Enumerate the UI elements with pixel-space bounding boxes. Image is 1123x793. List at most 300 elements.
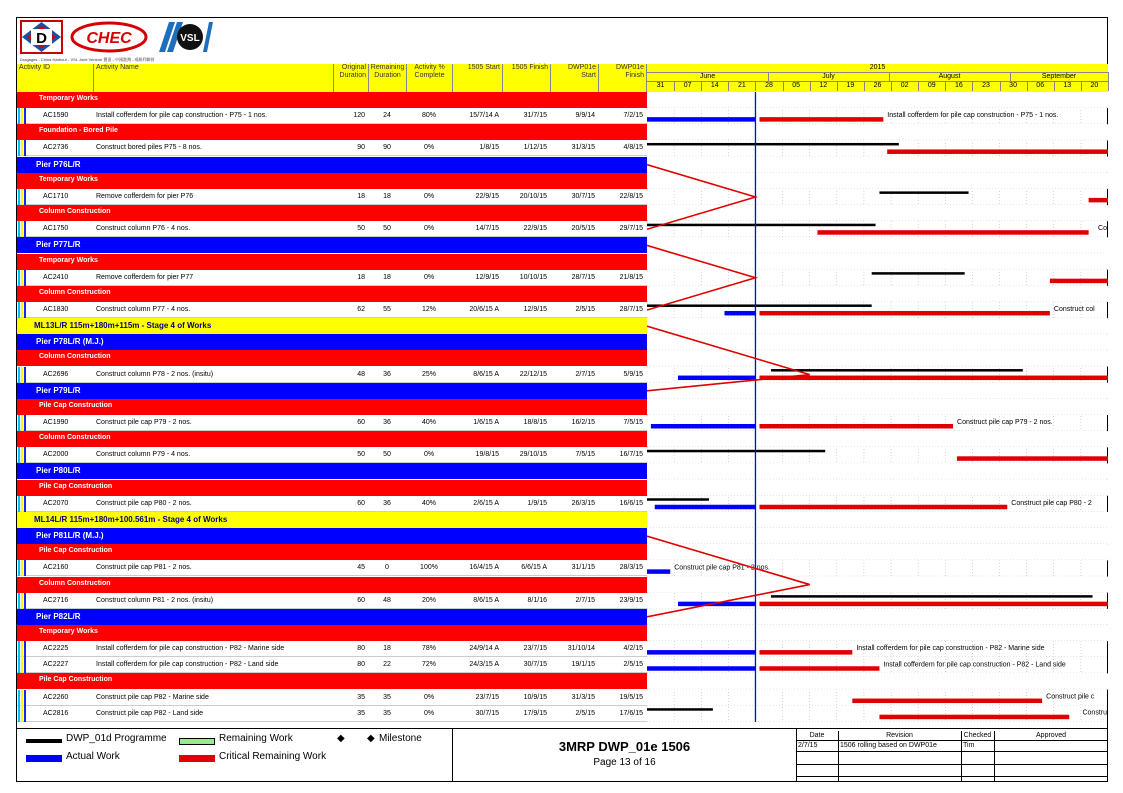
gantt-band-row [647,334,1108,350]
cell-f: 12/9/15 [523,305,547,313]
bar-label: Install cofferdem for pile cap construction - P75 - 1 nos. [887,112,1059,120]
wbs-stripe [21,447,23,463]
category-band [17,480,647,496]
cell-name: Construct column P76 - 4 nos. [96,225,191,233]
cell-df: 2/5/15 [623,661,643,669]
gantt-band-row [647,383,1108,399]
cell-rd: 36 [383,419,391,426]
wbs-stripe [21,690,23,706]
critical-bar [759,666,879,671]
wbs-stripe [24,690,26,706]
page-number: Page 13 of 16 [593,757,656,768]
cell-pct: 20% [421,596,436,604]
baseline-bar [647,498,709,501]
activity-row[interactable] [17,560,647,576]
band-label: Column Construction [39,288,111,296]
cell-ds: 20/5/15 [571,225,595,233]
wbs-stripe [18,447,20,463]
cell-ds: 7/5/15 [575,451,595,459]
timescale-week: 02 [891,81,919,91]
cell-ds: 9/9/14 [575,112,595,120]
header-original-duration: Original Duration [334,64,369,92]
timescale-month: August [889,72,1011,82]
gantt-band-row [647,173,1108,189]
wbs-stripe [18,302,20,318]
cell-df: 22/8/15 [619,192,643,200]
cell-pct: 0% [423,451,435,459]
cell-pct: 40% [421,419,436,426]
wbs-stripe [21,641,23,657]
cell-rd: 18 [383,192,391,200]
band-label: Temporary Works [39,256,98,264]
activity-table [17,92,647,722]
timescale-week: 30 [1000,81,1028,91]
activity-row[interactable] [17,108,647,124]
bar-label: Install cofferdem for pile cap construction - P82 - Marine side [856,645,1045,653]
bar-label: Constru [1082,709,1107,717]
wbs-stripe [18,108,20,124]
cell-name: Install cofferdem for pile cap construction - P82 - Land side [96,661,279,669]
cell-f: 17/9/15 [523,709,547,717]
actual-bar [647,569,670,574]
table-header [17,64,647,93]
cell-id: AC2225 [43,645,69,653]
wbs-stripe [24,270,26,286]
band-label: Pile Cap Construction [39,676,113,684]
band-label: Pier P81L/R (M.J.) [36,531,104,541]
critical-bar [759,117,883,122]
cell-rd: 35 [383,709,391,717]
activity-row[interactable] [17,496,647,512]
band-label: Pier P78L/R (M.J.) [36,337,104,347]
cell-name: Install cofferdem for pile cap construction - P82 - Marine side [96,645,285,653]
cell-pct: 0% [423,144,435,152]
cell-pct: 25% [421,370,436,378]
cell-name: Construct column P78 - 2 nos. (insitu) [96,370,214,378]
cell-name: Construct bored piles P75 - 8 nos. [96,144,202,152]
wbs-stripe [24,367,26,383]
legend-critical-label: Critical Remaining Work [219,751,327,762]
cell-f: 10/10/15 [519,273,547,281]
bar-label: Construct col [1053,305,1095,313]
cell-id: AC1990 [43,419,69,426]
header-1505-start: 1505 Start [453,64,503,92]
band-label: Column Construction [39,208,111,216]
wbs-stripe [21,221,23,237]
category-band [17,254,647,270]
cell-s: 24/3/15 A [469,661,499,669]
wbs-stripe [21,270,23,286]
wbs-stripe [21,593,23,609]
cell-df: 28/3/15 [619,564,643,572]
gantt-band-row [647,480,1108,496]
wbs-stripe [21,189,23,205]
cell-od: 60 [357,596,365,604]
revision-table [796,731,1108,781]
cell-od: 80 [357,661,365,669]
cell-s: 20/6/15 A [469,305,499,313]
cell-s: 12/9/15 [475,273,499,281]
rev-description: 1506 rolling based on DWP01e [840,742,937,749]
header-activity-id: Activity ID [17,64,94,92]
cell-name: Construct column P81 - 2 nos. (insitu) [96,596,214,604]
timescale-month: June [647,72,769,82]
rev-checked: Tim [963,742,975,749]
wbs-stripe [18,140,20,156]
wbs-band [17,528,647,544]
baseline-bar [872,272,965,275]
baseline-bar [647,450,825,453]
timescale-header [647,64,1108,93]
critical-bar [759,311,1049,316]
cell-pct: 80% [421,112,436,120]
gantt-band-row [647,528,1108,544]
wbs-stripe [21,657,23,673]
gantt-band-row [647,625,1108,641]
baseline-bar [647,708,713,711]
gantt-band-row [647,205,1108,221]
cell-ds: 16/2/15 [571,419,595,426]
wbs-stripe [21,108,23,124]
gantt-band-row [647,431,1108,447]
critical-bar [759,424,953,429]
cell-od: 120 [353,112,365,120]
cell-pct: 0% [423,693,435,701]
timescale-week: 12 [810,81,838,91]
cell-ds: 2/5/15 [575,709,595,717]
logo-caption: Dragages - China Harbour - VSL Joint Venture 寶嘉 - 中國港灣 - 威勝利聯營 [20,57,155,62]
cell-df: 7/5/15 [623,419,643,426]
cell-id: AC1590 [43,112,69,120]
vsl-text: VSL [180,33,200,44]
wbs-stripe [24,108,26,124]
critical-bar [852,699,1042,704]
cell-id: AC2816 [43,709,69,717]
critical-bar [957,456,1108,461]
cell-od: 60 [357,419,365,426]
legend-actual-label: Actual Work [66,751,120,762]
activity-row[interactable] [17,593,647,609]
critical-bar [817,230,1088,235]
rev-header-date: Date [809,732,825,739]
cell-s: 1/6/15 A [473,419,499,426]
dragages-logo [20,20,63,54]
cell-f: 31/7/15 [523,112,547,120]
gantt-svg [647,92,1108,722]
cell-rd: 50 [383,225,391,233]
category-band [17,124,647,140]
actual-bar [655,505,756,510]
cell-id: AC2260 [43,693,69,701]
rev-header-checked: Checked [963,732,992,739]
rev-header-revision: Revision [886,732,913,739]
cell-od: 50 [357,451,365,459]
cell-ds: 28/7/15 [571,273,595,281]
gantt-band-row [647,673,1108,689]
wbs-stripe [18,221,20,237]
cell-rd: 18 [383,273,391,281]
legend-remaining-swatch [179,738,215,745]
cell-ds: 31/1/15 [571,564,595,572]
cell-ds: 31/3/15 [571,144,595,152]
activity-row[interactable] [17,690,647,706]
wbs-band [17,463,647,479]
cell-s: 23/7/15 [475,693,499,701]
cell-od: 50 [357,225,365,233]
cell-df: 28/7/15 [619,305,643,313]
cell-od: 18 [357,273,365,281]
wbs-stripe [18,641,20,657]
timescale-week: 14 [701,81,729,91]
cell-f: 23/7/15 [523,645,547,653]
wbs-stripe [24,706,26,722]
cell-id: AC1830 [43,305,69,313]
wbs-stripe [24,189,26,205]
timescale-week: 07 [674,81,702,91]
category-band [17,286,647,302]
cell-ds: 31/3/15 [571,693,595,701]
band-label: Column Construction [39,579,111,587]
cell-f: 1/9/15 [527,499,547,507]
band-label: Foundation - Bored Pile [39,127,118,135]
cell-df: 4/8/15 [623,144,643,152]
cell-s: 1/8/15 [479,144,499,152]
timescale-year: 2015 [647,64,1108,73]
cell-f: 8/1/16 [527,596,547,604]
wbs-stripe [24,447,26,463]
cell-id: AC2410 [43,273,69,281]
baseline-bar [647,224,876,227]
wbs-stripe [24,302,26,318]
wbs-stripe [24,560,26,576]
category-band [17,399,647,415]
wbs-stripe [24,657,26,673]
activity-row[interactable] [17,302,647,318]
bar-label: Install cofferdem for pile cap construction - P82 - Land side [883,661,1066,669]
cell-df: 23/9/15 [619,596,643,604]
wbs-stripe [18,560,20,576]
band-label: Temporary Works [39,627,98,635]
bar-label: Construct pile c [1046,693,1095,701]
activity-row[interactable] [17,221,647,237]
critical-bar [887,149,1108,154]
baseline-bar [771,595,1093,598]
cell-rd: 36 [383,370,391,378]
gantt-band-row [647,577,1108,593]
category-band [17,431,647,447]
timescale-week: 16 [945,81,973,91]
cell-name: Construct column P77 - 4 nos. [96,305,191,313]
cell-rd: 48 [383,596,391,604]
cell-ds: 19/1/15 [571,661,595,669]
wbs-stripe [18,189,20,205]
timescale-week: 28 [755,81,783,91]
wbs-band [17,609,647,625]
cell-f: 1/12/15 [523,144,547,152]
activity-row[interactable] [17,189,647,205]
cell-s: 8/6/15 A [473,370,499,378]
legend-remaining-label: Remaining Work [219,733,293,744]
cell-name: Install cofferdem for pile cap construction - P75 - 1 nos. [96,112,268,120]
band-label: Pile Cap Construction [39,547,113,555]
stage-band [17,512,647,528]
band-label: Pier P77L/R [36,240,81,250]
cell-f: 18/8/15 [523,419,547,426]
activity-row[interactable] [17,447,647,463]
cell-f: 22/9/15 [523,225,547,233]
cell-rd: 22 [383,661,391,669]
header-activity-complete: Activity % Complete [407,64,453,92]
cell-pct: 0% [423,709,435,717]
bar-label: Construct pile cap P79 - 2 nos. [957,419,1053,426]
band-label: ML13L/R 115m+180m+115m - Stage 4 of Works [34,321,212,331]
cell-f: 10/9/15 [523,693,547,701]
cell-s: 19/8/15 [475,451,499,459]
cell-id: AC2696 [43,370,69,378]
header-1505-finish: 1505 Finish [503,64,551,92]
band-label: Pier P80L/R [36,466,81,476]
timescale-week: 09 [918,81,946,91]
cell-rd: 55 [383,305,391,313]
cell-s: 2/6/15 A [473,499,499,507]
dragages-letter: D [36,30,47,47]
cell-ds: 31/10/14 [567,645,595,653]
gantt-band-row [647,609,1108,625]
timescale-week: 13 [1054,81,1082,91]
category-band [17,544,647,560]
cell-pct: 100% [420,564,438,572]
cell-s: 22/9/15 [475,192,499,200]
cell-df: 4/2/15 [623,645,643,653]
cell-rd: 90 [383,144,391,152]
baseline-bar [879,191,968,194]
cell-rd: 50 [383,451,391,459]
band-label: Temporary Works [39,95,98,102]
cell-id: AC2716 [43,596,69,604]
rev-header-approved: Approved [1036,732,1066,739]
critical-bar [1050,279,1108,284]
cell-df: 16/7/15 [619,451,643,459]
band-label: Pier P82L/R [36,611,81,621]
critical-bar [759,650,852,655]
cell-od: 80 [357,645,365,653]
legend-actual-swatch [26,755,62,762]
gantt-band-row [647,92,1108,108]
band-label: Pile Cap Construction [39,482,113,490]
stage-band [17,318,647,334]
cell-df: 17/6/15 [619,709,643,717]
activity-row[interactable] [17,415,647,431]
gantt-band-row [647,512,1108,528]
wbs-stripe [24,641,26,657]
baseline-bar [647,143,899,146]
gantt-band-row [647,463,1108,479]
wbs-stripe [18,593,20,609]
cell-id: AC2736 [43,144,69,152]
cell-pct: 0% [423,225,435,233]
wbs-stripe [21,496,23,512]
cell-df: 19/5/15 [619,693,643,701]
cell-f: 20/10/15 [519,192,547,200]
cell-df: 21/8/15 [619,273,643,281]
cell-od: 18 [357,192,365,200]
cell-id: AC1750 [43,225,69,233]
timescale-week: 05 [783,81,811,91]
wbs-band [17,237,647,253]
gantt-band-row [647,544,1108,560]
cell-rd: 18 [383,645,391,653]
gantt-band-row [647,399,1108,415]
cell-name: Construct pile cap P80 - 2 nos. [96,499,192,507]
category-band [17,205,647,221]
cell-s: 14/7/15 [475,225,499,233]
gantt-band-row [647,286,1108,302]
legend-milestone-icon: ◆ [367,733,375,744]
actual-bar [647,650,755,655]
cell-ds: 26/3/15 [571,499,595,507]
cell-ds: 30/7/15 [571,192,595,200]
cell-f: 22/12/15 [519,370,547,378]
activity-row[interactable] [17,140,647,156]
gantt-band-row [647,237,1108,253]
band-label: Column Construction [39,353,111,361]
wbs-stripe [24,593,26,609]
wbs-stripe [24,496,26,512]
category-band [17,577,647,593]
baseline-bar [647,304,872,307]
wbs-band [17,157,647,173]
cell-od: 90 [357,144,365,152]
cell-id: AC2160 [43,564,69,572]
bar-label: Construct pile cap P80 - 2 [1011,499,1092,507]
wbs-band [17,334,647,350]
cell-id: AC1710 [43,192,69,200]
wbs-stripe [21,302,23,318]
cell-s: 8/6/15 A [473,596,499,604]
timescale-month: September [1010,72,1109,82]
baseline-bar [771,369,1023,372]
cell-ds: 2/7/15 [575,370,595,378]
critical-bar [1089,198,1108,203]
drawing-title: 3MRP DWP_01e 1506 [558,739,691,754]
wbs-stripe [18,706,20,722]
cell-od: 45 [357,564,365,572]
cell-od: 62 [357,305,365,313]
cell-df: 5/9/15 [623,370,643,378]
cell-od: 35 [357,693,365,701]
activity-row[interactable] [17,641,647,657]
wbs-stripe [21,560,23,576]
activity-row[interactable] [17,706,647,722]
wbs-stripe [18,690,20,706]
timescale-week: 23 [972,81,1000,91]
cell-f: 29/10/15 [519,451,547,459]
activity-row[interactable] [17,270,647,286]
band-label: Temporary Works [39,175,98,183]
wbs-stripe [18,496,20,512]
activity-row[interactable] [17,367,647,383]
cell-name: Construct pile cap P81 - 2 nos. [96,564,192,572]
critical-bar [879,715,1069,720]
actual-bar [651,424,756,429]
activity-row[interactable] [17,657,647,673]
cell-id: AC2000 [43,451,69,459]
cell-df: 29/7/15 [619,225,643,233]
wbs-stripe [24,140,26,156]
gantt-chart [647,92,1108,722]
cell-name: Construct pile cap P82 - Marine side [96,693,209,701]
cell-id: AC2227 [43,661,69,669]
